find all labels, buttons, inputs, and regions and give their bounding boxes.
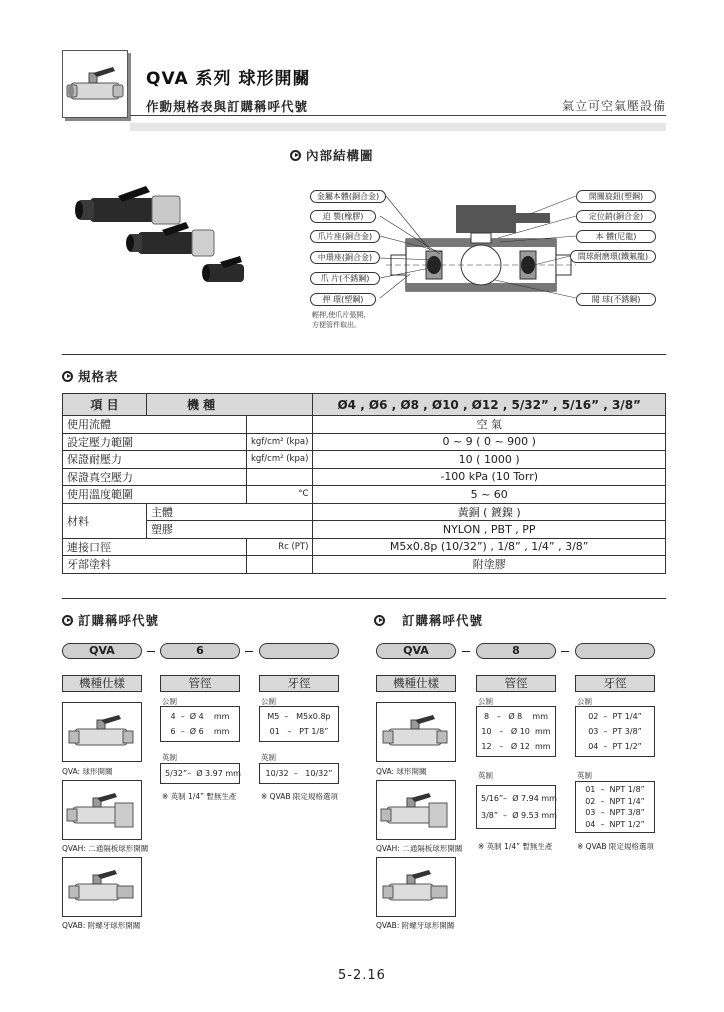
thread-inch-label: 英制 bbox=[261, 753, 276, 762]
row-value: NYLON , PBT , PP bbox=[313, 521, 666, 539]
row-label: 連接口徑 bbox=[63, 538, 247, 556]
row-unit bbox=[247, 468, 313, 486]
code-thread-left bbox=[259, 643, 339, 659]
row-label: 使用流體 bbox=[63, 416, 247, 434]
head-thread-right: 牙徑 bbox=[575, 675, 655, 692]
label-claw: 爪 片(不銹鋼) bbox=[310, 272, 380, 285]
table-row bbox=[63, 556, 666, 574]
order-left-title bbox=[62, 611, 159, 629]
order-right-title bbox=[374, 611, 483, 629]
row-unit: Rc (PT) bbox=[247, 538, 313, 556]
head-model-right: 機種仕樣 bbox=[376, 675, 456, 692]
tube-inch-label: 英制 bbox=[162, 753, 177, 762]
qvah-valve-icon bbox=[377, 781, 455, 839]
option-item: 3/8” – Ø 9.53 mm bbox=[481, 811, 557, 820]
row-label: 保證真空壓力 bbox=[63, 468, 247, 486]
label-middle-ring: 中環座(銅合金) bbox=[310, 251, 380, 264]
row-label: 材料 bbox=[63, 503, 147, 538]
section-divider bbox=[62, 354, 666, 355]
caption-qvab: QVAB: 附螺牙球形開關 bbox=[62, 921, 141, 930]
row-value: -100 kPa (10 Torr) bbox=[313, 468, 666, 486]
option-item: 8 – Ø 8 mm bbox=[483, 712, 549, 721]
row-label: 牙部塗料 bbox=[63, 556, 247, 574]
head-model: 機 種 bbox=[147, 394, 313, 416]
header-band bbox=[130, 123, 666, 131]
option-item: 12 – Ø 12 mm bbox=[481, 742, 551, 751]
option-item: 4 – Ø 4 mm bbox=[170, 712, 230, 721]
row-value: M5x0.8p (10/32”) , 1/8” , 1/4” , 3/8” bbox=[313, 538, 666, 556]
table-row bbox=[63, 503, 666, 521]
head-thread-left: 牙徑 bbox=[259, 675, 339, 692]
option-item: 10 – Ø 10 mm bbox=[481, 727, 551, 736]
label-claw-seat: 爪片座(銅合金) bbox=[310, 230, 380, 243]
section-bullet-icon bbox=[374, 615, 385, 626]
structure-section-title bbox=[290, 146, 374, 164]
thread-metric-options-right bbox=[575, 706, 655, 757]
code-dash bbox=[561, 651, 569, 652]
leader-lines bbox=[380, 190, 580, 310]
label-positioning-pin: 定位銷(銅合金) bbox=[576, 210, 656, 223]
label-knob: 開關旋鈕(塑鋼) bbox=[576, 190, 656, 203]
code-dash bbox=[462, 651, 470, 652]
option-item: 02 – PT 1/4” bbox=[588, 712, 642, 721]
order-right-title-text: 訂購稱呼代號 bbox=[402, 613, 484, 628]
table-row bbox=[63, 416, 666, 434]
table-row bbox=[63, 521, 666, 539]
page-title: QVA 系列 球形開關 bbox=[146, 69, 311, 89]
row-unit bbox=[247, 416, 313, 434]
option-item: 6 – Ø 6 mm bbox=[170, 727, 230, 736]
option-item: 01 – PT 1/8” bbox=[269, 727, 329, 736]
row-label: 保證耐壓力 bbox=[63, 451, 247, 469]
tube-metric-label: 公制 bbox=[162, 697, 177, 706]
row-label: 使用溫度範圍 bbox=[63, 486, 247, 504]
table-row bbox=[63, 451, 666, 469]
header-rule bbox=[130, 115, 666, 116]
ball-valve-thumbnail bbox=[63, 51, 127, 117]
row-unit bbox=[247, 556, 313, 574]
structure-title-text: 內部結構圖 bbox=[306, 148, 374, 163]
caption-qvab-right: QVAB: 附螺牙球形開關 bbox=[376, 921, 455, 930]
tube-metric-options bbox=[160, 706, 240, 742]
option-item: 03 – PT 3/8” bbox=[588, 727, 642, 736]
head-sizes: Ø4 , Ø6 , Ø8 , Ø10 , Ø12 , 5/32” , 5/16” , 3/8” bbox=[313, 394, 666, 416]
code-thread-right bbox=[575, 643, 655, 659]
option-item: M5 – M5x0.8p bbox=[267, 712, 331, 721]
head-tube-left: 管徑 bbox=[160, 675, 240, 692]
model-image-qvah bbox=[62, 780, 142, 840]
tube-note-right: ※ 英制 1/4” 暫無生產 bbox=[478, 842, 553, 851]
table-row bbox=[63, 486, 666, 504]
tube-inch-label-right: 英制 bbox=[478, 771, 493, 780]
option-item: 02 – NPT 1/4” bbox=[585, 796, 645, 806]
code-tube-left: 6 bbox=[160, 643, 240, 659]
qvab-valve-icon bbox=[377, 858, 455, 916]
thread-inch-label-right: 英制 bbox=[577, 771, 592, 780]
head-item: 項 目 bbox=[63, 394, 147, 416]
head-tube-right: 管徑 bbox=[476, 675, 556, 692]
caption-qva-right: QVA: 球形開關 bbox=[376, 767, 427, 776]
code-tube-right: 8 bbox=[476, 643, 556, 659]
row-unit: °C bbox=[247, 486, 313, 504]
row-value: 10 ( 1000 ) bbox=[313, 451, 666, 469]
label-metal-body: 金屬本體(銅合金) bbox=[310, 190, 386, 203]
push-ring-note bbox=[312, 310, 365, 330]
label-push-ring: 押 環(塑鋼) bbox=[310, 293, 376, 306]
label-seal: 迫 製(橡膠) bbox=[310, 210, 376, 223]
thread-note-right: ※ QVAB 限定規格選項 bbox=[577, 842, 654, 851]
section-bullet-icon bbox=[62, 371, 73, 382]
caption-qva: QVA: 球形開關 bbox=[62, 767, 113, 776]
code-dash bbox=[245, 651, 253, 652]
row-unit: kgf/cm² (kpa) bbox=[247, 451, 313, 469]
spec-table bbox=[62, 393, 666, 574]
code-model-right: QVA bbox=[376, 643, 456, 659]
page-subtitle: 作動規格表與訂購稱呼代號 bbox=[146, 99, 309, 114]
spec-section-title bbox=[62, 367, 119, 385]
model-image-qvah-right bbox=[376, 780, 456, 840]
table-row bbox=[63, 468, 666, 486]
section-bullet-icon bbox=[62, 615, 73, 626]
qvab-valve-icon bbox=[63, 858, 141, 916]
thread-metric-label: 公制 bbox=[261, 697, 276, 706]
model-image-qvab-right bbox=[376, 857, 456, 917]
option-item: 01 – NPT 1/8” bbox=[585, 785, 645, 794]
section-bullet-icon bbox=[290, 150, 301, 161]
qva-valve-icon bbox=[63, 703, 141, 761]
model-image-qvab bbox=[62, 857, 142, 917]
tube-metric-options-right bbox=[476, 706, 556, 757]
row-value: 5 ~ 60 bbox=[313, 486, 666, 504]
caption-qvah: QVAH: 二通隔板球形開關 bbox=[62, 844, 149, 853]
row-sublabel: 塑膠 bbox=[147, 521, 313, 539]
row-unit: kgf/cm² (kpa) bbox=[247, 433, 313, 451]
company-name: 氣立可空氣壓設備 bbox=[561, 99, 666, 113]
option-item: 5/16”– Ø 7.94 mm bbox=[481, 794, 557, 803]
label-wear-ring: 間球耐磨環(鐵氟龍) bbox=[570, 250, 656, 263]
thread-metric-options bbox=[259, 706, 339, 742]
thread-inch-options-right bbox=[575, 781, 655, 833]
label-body: 本 體(尼龍) bbox=[576, 230, 656, 243]
model-image-qva bbox=[62, 702, 142, 762]
model-image-qva-right bbox=[376, 702, 456, 762]
row-value: 黃銅 ( 鍍鎳 ) bbox=[313, 503, 666, 521]
option-item: 04 – NPT 1/2” bbox=[585, 819, 645, 829]
option-item: 5/32”– Ø 3.97 mm bbox=[165, 769, 241, 778]
row-value: 空 氣 bbox=[313, 416, 666, 434]
tube-note: ※ 英制 1/4” 暫無生產 bbox=[162, 792, 237, 801]
code-dash bbox=[147, 651, 155, 652]
tube-inch-options-right bbox=[476, 785, 556, 829]
option-item: 04 – PT 1/2” bbox=[588, 742, 642, 751]
spec-table-wrap bbox=[62, 393, 666, 574]
option-item: 10/32 – 10/32” bbox=[265, 769, 333, 778]
qvah-valve-icon bbox=[63, 781, 141, 839]
note-line: 方便管件取出。 bbox=[312, 321, 361, 329]
tube-inch-options bbox=[160, 763, 240, 784]
row-value: 附塗膠 bbox=[313, 556, 666, 574]
head-model-left: 機種仕樣 bbox=[62, 675, 142, 692]
header-product-image bbox=[62, 50, 128, 118]
tube-metric-label-right: 公制 bbox=[478, 697, 493, 706]
thread-metric-label-right: 公制 bbox=[577, 697, 592, 706]
row-sublabel: 主體 bbox=[147, 503, 313, 521]
qva-valve-icon bbox=[377, 703, 455, 761]
table-row bbox=[63, 433, 666, 451]
table-header-row bbox=[63, 394, 666, 416]
table-row bbox=[63, 538, 666, 556]
row-value: 0 ~ 9 ( 0 ~ 900 ) bbox=[313, 433, 666, 451]
thread-note: ※ QVAB 限定規格選項 bbox=[261, 792, 338, 801]
option-item: 03 – NPT 3/8” bbox=[585, 808, 645, 817]
order-left-title-text: 訂購稱呼代號 bbox=[78, 613, 160, 628]
row-label: 設定壓力範圍 bbox=[63, 433, 247, 451]
label-ball: 閥 球(不銹鋼) bbox=[576, 293, 656, 306]
note-line: 輕押,使爪片張開, bbox=[312, 311, 366, 319]
section-divider bbox=[62, 598, 666, 599]
thread-inch-options bbox=[259, 763, 339, 784]
code-model-left: QVA bbox=[62, 643, 142, 659]
page-number: 5-2.16 bbox=[338, 968, 386, 983]
caption-qvah-right: QVAH: 二通隔板球形開關 bbox=[376, 844, 463, 853]
spec-title-text: 規格表 bbox=[78, 369, 119, 384]
product-photo bbox=[60, 178, 260, 308]
